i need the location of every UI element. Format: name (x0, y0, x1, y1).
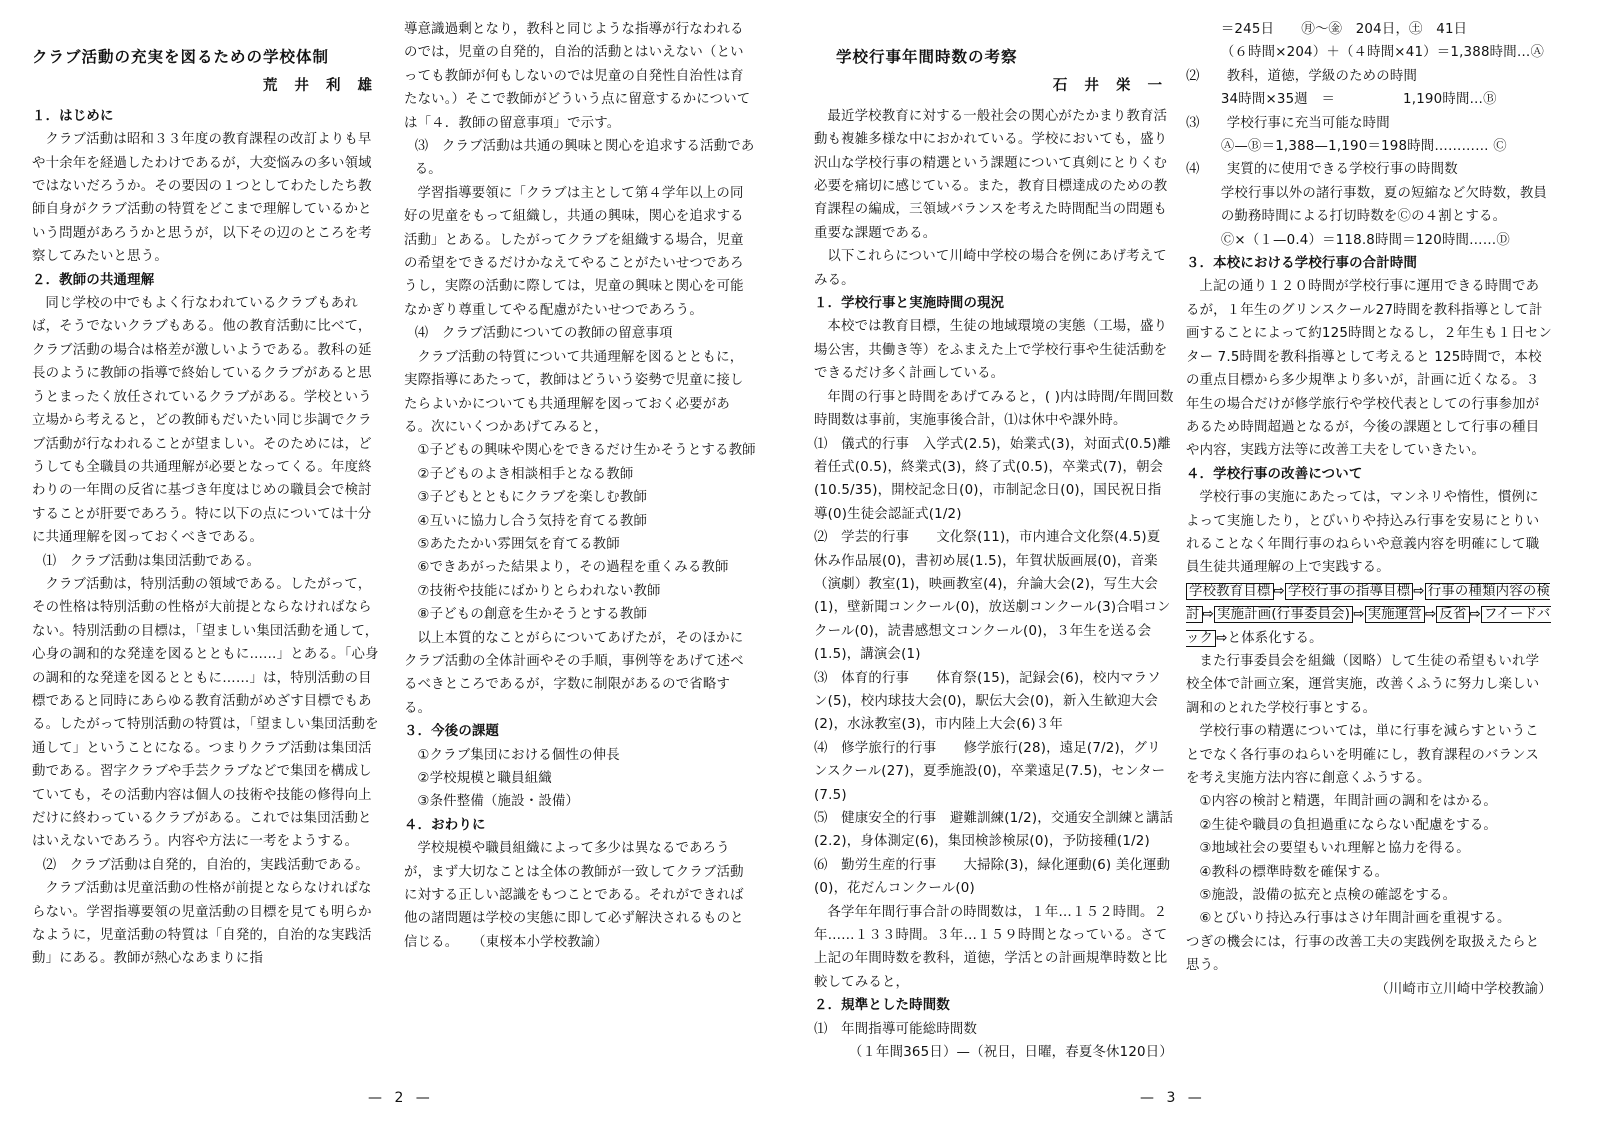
list-item: ＝245日 ㊊～㊎ 204日，㊏ 41日 (1220, 22, 1468, 37)
paragraph: 導意識過剰となり，教科と同じような指導が行なわれるのでは，児童の自発的，自治的活動とはいえない（といっても教師が何もしないのでは児童の自発性自治性は育たない。）そこで教師がどういう点に留意するかについては「４．教師の留意事項」で示す。 (404, 22, 751, 131)
flow-arrow-icon: ⇨ (1353, 607, 1365, 623)
paragraph: 学校行事の精選については，単に行事を減らすということでなく各行事のねらいを明確にし，教育課程のバランスを考え実施方法内容に創意くふうする。 (1186, 724, 1539, 786)
flow-arrow-icon: ⇨ (1469, 607, 1482, 623)
article-body-cont (404, 18, 756, 954)
article-title: 学校行事年間時数の考察 (836, 48, 1018, 66)
list-item: ②子どものよき相談相手となる教師 (417, 466, 634, 482)
list-item: ⑥とびいり持込み行事はさけ年間計画を重視する。 (1199, 911, 1511, 927)
list-item: ⑦技術や技能にばかりとらわれない教師 (417, 583, 661, 599)
flow-step-box: フイードバック (1186, 607, 1551, 646)
article-body-cont (1186, 18, 1552, 978)
paragraph: 学校行事の実施にあたっては，マンネリや惰性，慣例によって実施したり，とびいりや持込み行事を安易にとりいれることなく年間行事のねらいや意義内容を明確にして職員生徒共通理解の上で実践する。 (1186, 490, 1540, 576)
page-number: — 2 — (368, 1090, 434, 1106)
left-column-1 (32, 18, 384, 971)
list-item: ②生徒や職員の負担過重にならない配慮をする。 (1199, 817, 1497, 833)
author-affiliation: （川崎市立川崎中学校教諭） (1375, 981, 1552, 997)
list-item: ⑤あたたかい雰囲気を育てる教師 (417, 536, 620, 552)
flow-tail-text: と体系化する。 (1227, 630, 1323, 646)
list-item: ②学校規模と職員組織 (417, 771, 552, 786)
paragraph: 学校規模や職員組織によって多少は異なるであろうが，まず大切なことは全体の教師が一致してクラブ活動に対する正しい認識をもつことである。それができれば他の諸問題は学校の実態に即して必ず解決されるものと信じる。 （東桜本小学校教諭） (404, 841, 744, 950)
flow-arrow-icon: ⇨ (1273, 583, 1285, 599)
flow-arrow-icon: ⇨ (1202, 607, 1215, 623)
article-author: 荒 井 利 雄 (262, 78, 378, 95)
page-3 (800, 0, 1600, 1129)
paragraph: 以上本質的なことがらについてあげたが，そのほかにクラブ活動の全体計画やその手順，事例等をあげて述べるべきところであるが，字数に制限があるので省略する。 (404, 630, 744, 716)
paragraph: また行事委員会を組織（図略）して生徒の希望もいれ学校全体で計画立案，運営実施，改善くふうに努力し楽しい調和のとれた学校行事とする。 (1186, 653, 1540, 716)
process-flow (1186, 580, 1552, 650)
right-column-1 (814, 18, 1174, 1064)
list-item: ⑷ クラブ活動についての教師の留意事項 (414, 326, 673, 342)
list-item: ⑴ 年間指導可能総時間数 (814, 1021, 978, 1037)
list-item: ③子どもとともにクラブを楽しむ教師 (417, 490, 648, 506)
right-column-2 (1186, 18, 1552, 1001)
page-number: — 3 — (1140, 1090, 1206, 1106)
section-heading: ４．おわりに (404, 817, 486, 833)
flow-step-box: 学校教育目標 (1186, 583, 1274, 600)
article-body (814, 105, 1174, 1065)
section-heading: ３．本校における学校行事の合計時間 (1186, 256, 1418, 272)
list-item: ⑹ 勤労生産的行事 大掃除(3)，緑化運動(6) 美化運動(0)，花だんコンクール(0) (814, 857, 1171, 897)
list-item: ⑤施設，設備の拡充と点検の確認をする。 (1199, 888, 1457, 904)
list-item: ⑵ 教科，道徳，学級のための時間 (1186, 68, 1418, 84)
section-heading: ４．学校行事の改善について (1186, 466, 1363, 482)
flow-step-box: 実施運営 (1365, 606, 1425, 623)
paragraph: クラブ活動の特質について共通理解を図るとともに，実際指導にあたって，教師はどういう姿勢で児童に接したらよいかについても共通理解を図っておく必要がある。次にいくつかあげてみると， (404, 349, 744, 435)
list-item: 34時間×35週 ＝ 1,190時間…Ⓑ (1220, 92, 1497, 108)
flow-step-box: 反省 (1436, 606, 1469, 623)
list-item: ①クラブ集団における個性の伸長 (417, 747, 620, 763)
article-body (32, 105, 384, 971)
section-heading: １．はじめに (32, 108, 114, 124)
list-item: ⑵ クラブ活動は自発的，自治的，実践活動である。 (42, 857, 369, 873)
paragraph: クラブ活動は，特別活動の領域である。したがって，その性格は特別活動の性格が大前提とならなければならない。特別活動の目標は，「望ましい集団活動を通して，心身の調和的な発達を図るとともに……」とある。「心身の調和的な発達を図るとともに……」は，特別活動の目標であると同時にあらゆる教育活動がめざす目標でもある。したがって特別活動の特質は，「望ましい集団活動を通して」ということになる。つまりクラブ活動は集団活動である。習字クラブや手芸クラブなどで集団を構成していても，その活動内容は個人の技術や技能の修得向上だけに終わっているクラブがある。これでは集団活動とはいえないであろう。内容や方法に一考をようする。 (32, 576, 379, 850)
list-item: ③地域社会の要望もいれ理解と協力を得る。 (1199, 841, 1470, 857)
list-item: ⑵ 学芸的行事 文化祭(11)，市内連合文化祭(4.5)夏休み作品展(0)，書初め展(1.5)，年賀状版画展(0)，音楽（演劇）教室(1)，映画教室(4)，弁論大会(2)，写生大会(1)，壁新聞コンクール(0)，放送劇コンクール(3)合唱コンクール(0)，読書感想文コンクール(0)，３年生を送る会(1.5)，講演会(1) (814, 530, 1171, 663)
article-author: 石 井 栄 一 (1052, 78, 1168, 95)
list-item: ⑴ 儀式的行事 入学式(2.5)，始業式(3)，対面式(0.5)離着任式(0.5)，終業式(3)，終了式(0.5)，卒業式(7)，朝会(10.5/35)，開校記念日(0)，市制記念日(0)，国民祝日指導(0)生徒会認証式(1/2) (814, 436, 1171, 522)
paragraph: 各学年年間行事合計の時間数は，１年…１５２時間。２年……１３３時間。３年…１５９時間となっている。さて上記の年間時数を教科，道徳，学活との計画規準時数と比較してみると， (814, 904, 1168, 990)
list-item: Ⓐ—Ⓑ＝1,388—1,190＝198時間………… Ⓒ (1220, 139, 1507, 155)
section-heading: ３．今後の課題 (404, 724, 500, 740)
list-item: （６時間×204）＋（４時間×41）＝1,388時間…Ⓐ (1220, 45, 1545, 61)
list-item: ⑥できあがった結果より，その過程を重くみる教師 (417, 560, 729, 576)
article-title: クラブ活動の充実を図るための学校体制 (32, 48, 330, 66)
flow-arrow-icon: ⇨ (1413, 583, 1425, 599)
flow-step-box: 実施計画(行事委員会) (1214, 606, 1353, 623)
list-item: ①内容の検討と精選，年間計画の調和をはかる。 (1199, 794, 1497, 810)
flow-arrow-icon: ⇨ (1216, 630, 1228, 646)
flow-step-box: 行事の種類内容の検討 (1186, 583, 1551, 623)
section-heading: ２．教師の共通理解 (32, 272, 155, 288)
paragraph: 年間の行事と時間をあげてみると，( )内は時間/年間回数 時間数は事前，実施事後合計，⑴は休中や課外時。 (814, 389, 1174, 429)
list-item: ①子どもの興味や関心をできるだけ生かそうとする教師 (417, 443, 756, 459)
list-item: ⑸ 健康安全的行事 避難訓練(1/2)，交通安全訓練と講話(2.2)，身体測定(6)，集団検診検尿(0)，予防接種(1/2) (814, 811, 1174, 850)
list-item: ⑶ 体育的行事 体育祭(15)，記録会(6)，校内マラソン(5)，校内球技大会(0)，駅伝大会(0)，新入生歓迎大会(2)，水泳教室(3)，市内陸上大会(6)３年 (814, 670, 1161, 733)
list-item: Ⓒ×（１—0.4）＝118.8時間＝120時間……Ⓓ (1220, 232, 1510, 248)
left-column-2 (404, 18, 756, 954)
paragraph: 同じ学校の中でもよく行なわれているクラブもあれば，そうでないクラブもある。他の教育活動に比べて，クラブ活動の場合は格差が激しいようである。教科の延長のように教師の指導で終始しているクラブがあると思うとまったく放任されているクラブがある。学校という立場から考えると，どの教師もだいたい同じ歩調でクラブ活動が行なわれることが望ましい。そのためには，どうしても全職員の共通理解が必要となってくる。年度終わりの一年間の反省に基づき年度はじめの職員会で検討することが肝要であろう。特に以下の点については十分に共通理解を図っておくべきである。 (32, 296, 372, 546)
flow-arrow-icon: ⇨ (1424, 607, 1437, 623)
list-item: ③条件整備（施設・設備） (417, 794, 580, 810)
section-heading: １．学校行事と実施時間の現況 (814, 296, 1005, 312)
flow-step-box: 学校行事の指導目標 (1285, 583, 1413, 600)
paragraph: 以下これらについて川崎中学校の場合を例にあげ考えてみる。 (814, 249, 1167, 288)
paragraph: 本校では教育目標，生徒の地域環境の実態（工場，盛り場公害，共働き等）をふまえた上で学校行事や生徒活動をできるだけ多く計画している。 (814, 319, 1168, 382)
list-item: ⑷ 修学旅行的行事 修学旅行(28)，遠足(7/2)，グリンスクール(27)，夏季施設(0)，卒業遠足(7.5)，センター(7.5) (814, 740, 1166, 803)
paragraph: 最近学校教育に対する一般社会の関心がたかまり教育活動も複雑多様な中におかれている。学校においても，盛り沢山な学校行事の精選という課題について真剣にとりくむ必要を痛切に感じている。また，教育目標達成のための教育課程の編成，三領域バランスを考えた時間配当の問題も重要な課題である。 (814, 108, 1168, 241)
paragraph: クラブ活動は児童活動の性格が前提とならなければならない。学習指導要領の児童活動の目標を見ても明らかなように，児童活動の特質は「自発的，自治的な実践活動」にある。教師が熱心なあまりに指 (32, 881, 372, 967)
paragraph: つぎの機会には，行事の改善工夫の実践例を取扱えたらと思う。 (1186, 934, 1540, 974)
paragraph: 学習指導要領に「クラブは主として第４学年以上の同好の児童をもって組織し，共通の興味，関心を追求する活動」とある。したがってクラブを組織する場合，児童の希望をできるだけかなえてやることがたいせつであろうし，実際の活動に際しては，児童の興味と関心を可能なかぎり尊重してやる配慮がたいせつであろう。 (404, 185, 744, 318)
list-item: ⑧子どもの創意を生かそうとする教師 (417, 607, 648, 623)
list-item: ④教科の標準時数を確保する。 (1199, 864, 1389, 880)
paragraph: 上記の通り１２０時間が学校行事に運用できる時間であるが，１年生のグリンスクール27時間を教科指導として計画することによって約125時間となるし，２年生も１日センター 7.5時間を教科指導として考えると 125時間で，本校の重点目標から多少規準より多いが，計画に近くなる。３年生の場合だけが修学旅行や学校代表としての行事参加があるため時間超過となるが，今後の課題として行事の種目や内容，実践方法等に改善工夫をしていきたい。 (1186, 279, 1552, 459)
list-item: ⑷ 実質的に使用できる学校行事の時間数 (1186, 162, 1458, 178)
section-heading: ２．規準とした時間数 (814, 998, 950, 1014)
list-item: ⑴ クラブ活動は集団活動である。 (42, 553, 261, 569)
list-item: ④互いに協力し合う気持を育てる教師 (417, 513, 648, 529)
paragraph: クラブ活動は昭和３３年度の教育課程の改訂よりも早や十余年を経過したわけであるが，大変悩みの多い領域ではないだろうか。その要因の１つとしてわたしたち教師自身がクラブ活動の特質をどこまで理解しているかという問題があろうかと思うが，以下その辺のところを考察してみたいと思う。 (32, 132, 372, 265)
list-item: （１年間365日）—（祝日，日曜，春夏冬休120日） (848, 1045, 1173, 1061)
list-item: ⑶ クラブ活動は共通の興味と関心を追求する活動である。 (414, 139, 755, 178)
list-item: 学校行事以外の諸行事数，夏の短縮など欠時数，教員の勤務時間による打切時数をⒸの４割とする。 (1220, 185, 1548, 225)
list-item: ⑶ 学校行事に充当可能な時間 (1186, 115, 1390, 131)
